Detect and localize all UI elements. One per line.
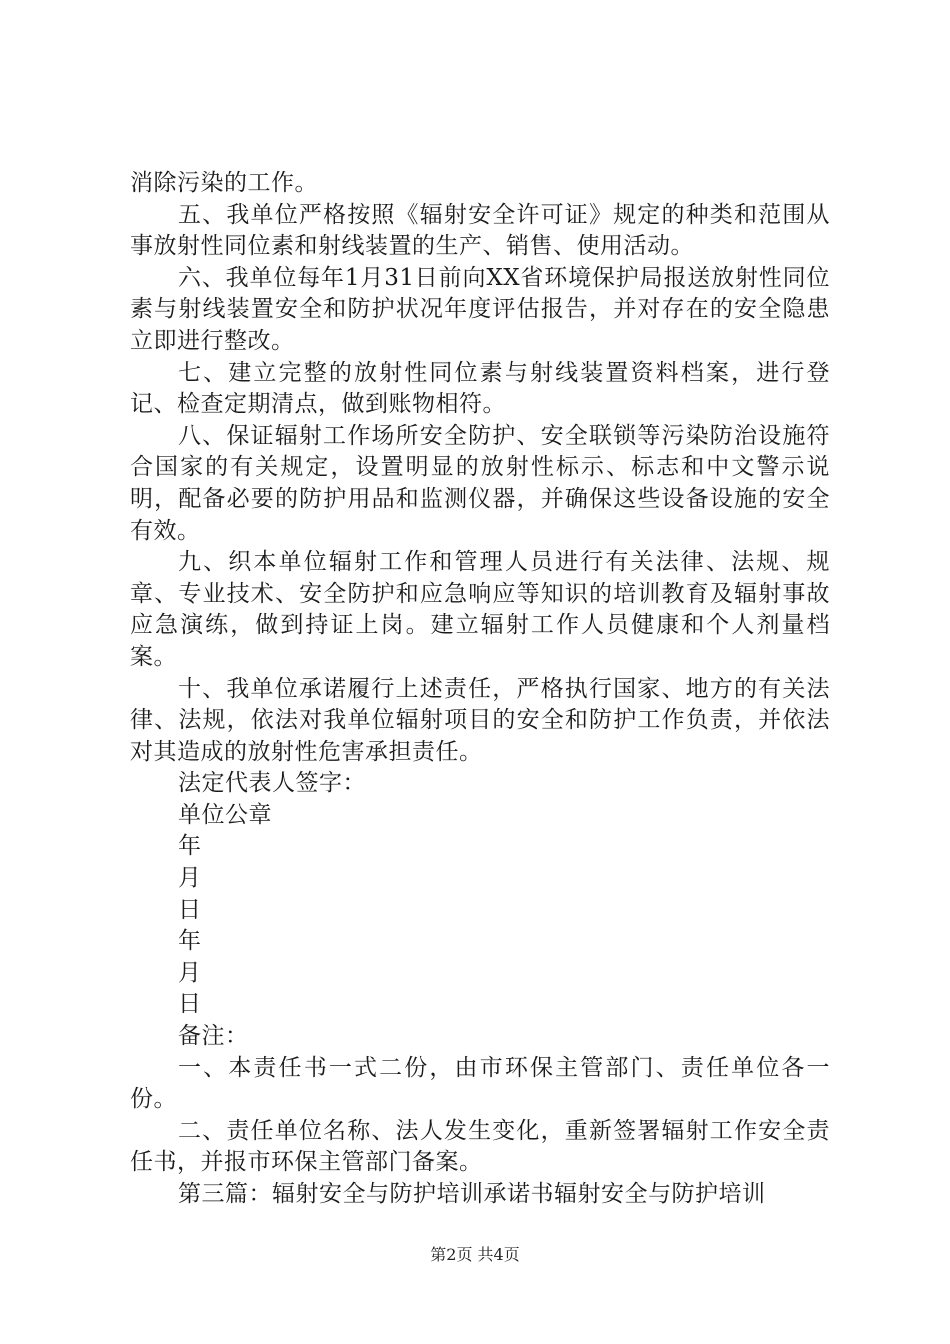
remark-item-1: 一、本责任书一式二份，由市环保主管部门、责任单位各一份。 xyxy=(130,1054,830,1113)
date-day-label-2: 日 xyxy=(178,991,202,1018)
paragraph-item-6: 六、我单位每年1月31日前向XX省环境保护局报送放射性同位素与射线装置安全和防护状况年度评估报告，并对存在的安全隐患立即进行整改。 xyxy=(130,264,830,354)
date-month-label: 月 xyxy=(178,865,202,892)
date-day-label: 日 xyxy=(178,896,202,923)
legal-representative-signature-label: 法定代表人签字： xyxy=(178,770,366,797)
unit-seal-label: 单位公章 xyxy=(178,801,272,828)
paragraph-item-10: 十、我单位承诺履行上述责任，严格执行国家、地方的有关法律、法规，依法对我单位辐射项目的安全和防护工作负责，并依法对其造成的放射性危害承担责任。 xyxy=(130,675,830,765)
paragraph-item-5: 五、我单位严格按照《辐射安全许可证》规定的种类和范围从事放射性同位素和射线装置的生产、销售、使用活动。 xyxy=(130,201,830,260)
paragraph-item-9: 九、织本单位辐射工作和管理人员进行有关法律、法规、规章、专业技术、安全防护和应急响应等知识的培训教育及辐射事故应急演练，做到持证上岗。建立辐射工作人员健康和个人剂量档案。 xyxy=(130,549,830,670)
date-year-label: 年 xyxy=(178,833,202,860)
paragraph-continuation: 消除污染的工作。 xyxy=(130,170,318,196)
next-section-heading: 第三篇：辐射安全与防护培训承诺书辐射安全与防护培训 xyxy=(178,1181,766,1207)
page-number-footer: 第2页 共4页 xyxy=(430,1245,520,1264)
paragraph-item-7: 七、建立完整的放射性同位素与射线装置资料档案，进行登记、检查定期清点，做到账物相符。 xyxy=(130,359,830,418)
paragraph-item-8: 八、保证辐射工作场所安全防护、安全联锁等污染防治设施符合国家的有关规定，设置明显的放射性标示、标志和中文警示说明，配备必要的防护用品和监测仪器，并确保这些设备设施的安全有效。 xyxy=(130,422,830,544)
remarks-label: 备注： xyxy=(178,1023,249,1050)
date-year-label-2: 年 xyxy=(178,928,202,955)
remark-item-2: 二、责任单位名称、法人发生变化，重新签署辐射工作安全责任书，并报市环保主管部门备案。 xyxy=(130,1117,830,1176)
document-body xyxy=(130,168,830,1211)
date-month-label-2: 月 xyxy=(178,959,202,986)
